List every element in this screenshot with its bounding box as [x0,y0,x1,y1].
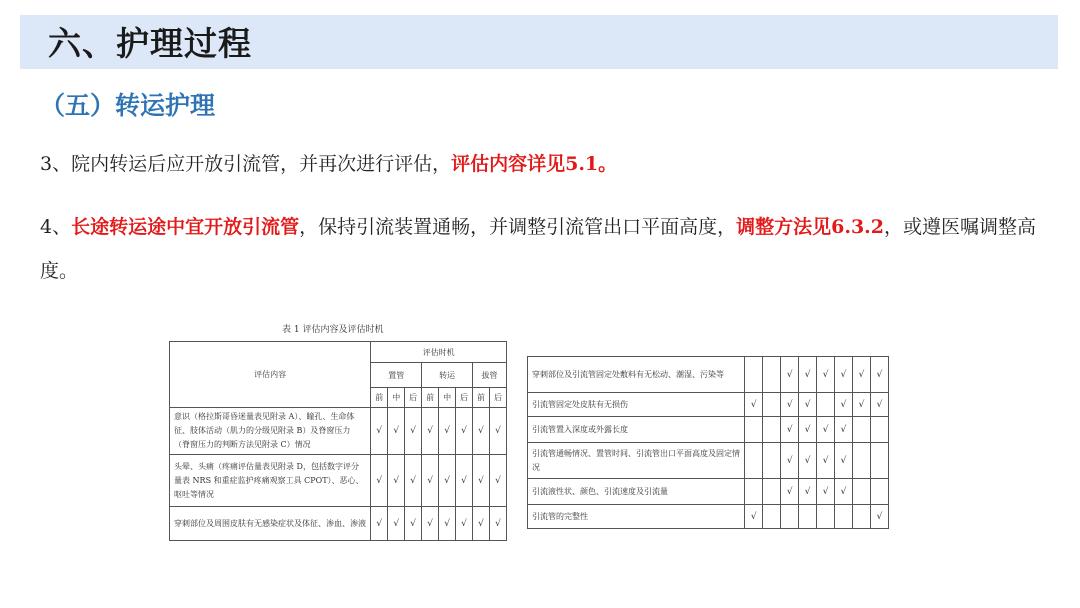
empty-cell [870,479,888,505]
sub-header: 后 [405,388,422,408]
check-mark-cell: √ [781,443,799,479]
table-row [528,505,889,529]
paragraph-4-text: ，保持引流装置通畅，并调整引流管出口平面高度， [299,216,737,238]
row-label: 头晕、头痛（疼痛评估量表见附录 D，包括数字评分量表 NRS 和重症监护疼痛观察工具 CPOT）、恶心、呕吐等情况 [170,455,371,507]
section-subtitle: （五）转运护理 [40,91,216,120]
check-mark-cell: √ [817,479,835,505]
empty-cell [781,505,799,529]
table-row [528,417,889,443]
table-row [528,357,889,393]
check-mark-cell: √ [870,393,888,417]
empty-cell [817,393,835,417]
check-mark-cell: √ [745,393,763,417]
check-mark-cell: √ [835,393,853,417]
check-mark-cell: √ [473,408,490,455]
check-mark-cell: √ [371,408,388,455]
table-row [528,443,889,479]
empty-cell [835,505,853,529]
group-header: 拔管 [473,363,507,388]
sub-header: 前 [473,388,490,408]
check-mark-cell: √ [817,417,835,443]
empty-cell [763,393,781,417]
table-row [170,408,507,455]
assessment-table-right [527,356,889,529]
page-title: 六、护理过程 [48,24,252,63]
paragraph-4-suffix: ，或遵医嘱调整高度。 [40,216,1037,282]
row-label: 意识（格拉斯哥昏迷量表见附录 A）、瞳孔、生命体征、肢体活动（肌力的分级见附录 B）及脊窗压力（脊窗压力的判断方法见附录 C）情况 [170,408,371,455]
empty-cell [870,443,888,479]
sub-header: 前 [371,388,388,408]
check-mark-cell: √ [870,357,888,393]
table-body [170,408,507,541]
check-mark-cell: √ [835,357,853,393]
row-label: 引流液性状、颜色、引流速度及引流量 [528,479,745,505]
paragraph-4-number: 4、 [40,216,72,238]
empty-cell [853,505,871,529]
check-mark-cell: √ [371,507,388,541]
table-row [528,393,889,417]
check-mark-cell: √ [405,408,422,455]
check-mark-cell: √ [371,455,388,507]
check-mark-cell: √ [870,505,888,529]
table-caption: 表 1 评估内容及评估时机 [282,325,384,335]
check-mark-cell: √ [473,455,490,507]
check-mark-cell: √ [799,417,817,443]
check-mark-cell: √ [422,408,439,455]
row-label: 引流管置入深度或外露长度 [528,417,745,443]
check-mark-cell: √ [835,417,853,443]
empty-cell [745,357,763,393]
check-mark-cell: √ [405,455,422,507]
check-mark-cell: √ [817,443,835,479]
check-mark-cell: √ [456,455,473,507]
empty-cell [763,417,781,443]
table-row [170,455,507,507]
header-assessment-timing: 评估时机 [371,342,507,363]
row-label: 引流管固定处皮肤有无损伤 [528,393,745,417]
check-mark-cell: √ [422,455,439,507]
check-mark-cell: √ [422,507,439,541]
check-mark-cell: √ [388,455,405,507]
sub-header: 后 [456,388,473,408]
check-mark-cell: √ [439,455,456,507]
sub-header: 后 [489,388,506,408]
sub-header: 中 [388,388,405,408]
empty-cell [745,479,763,505]
empty-cell [745,417,763,443]
check-mark-cell: √ [489,408,506,455]
check-mark-cell: √ [781,393,799,417]
empty-cell [853,417,871,443]
row-label: 引流管的完整性 [528,505,745,529]
check-mark-cell: √ [439,408,456,455]
table-row [528,479,889,505]
check-mark-cell: √ [835,443,853,479]
empty-cell [853,443,871,479]
check-mark-cell: √ [781,417,799,443]
paragraph-3 [40,151,1040,178]
check-mark-cell: √ [388,507,405,541]
check-mark-cell: √ [456,507,473,541]
check-mark-cell: √ [799,357,817,393]
group-header: 转运 [422,363,473,388]
empty-cell [870,417,888,443]
row-label: 穿刺部位及引流管固定处敷料有无松动、潮湿、污染等 [528,357,745,393]
check-mark-cell: √ [388,408,405,455]
check-mark-cell: √ [835,479,853,505]
check-mark-cell: √ [799,393,817,417]
paragraph-3-text: 3、院内转运后应开放引流管，并再次进行评估， [40,153,452,175]
paragraph-4 [40,205,1040,293]
empty-cell [763,479,781,505]
table-body [528,357,889,529]
assessment-table-left [169,341,507,541]
check-mark-cell: √ [473,507,490,541]
sub-header: 前 [422,388,439,408]
check-mark-cell: √ [439,507,456,541]
check-mark-cell: √ [489,455,506,507]
table-row [170,507,507,541]
row-label: 穿刺部位及周围皮肤有无感染症状及体征、渗血、渗液 [170,507,371,541]
check-mark-cell: √ [799,443,817,479]
check-mark-cell: √ [799,479,817,505]
empty-cell [799,505,817,529]
check-mark-cell: √ [489,507,506,541]
check-mark-cell: √ [853,357,871,393]
check-mark-cell: √ [405,507,422,541]
empty-cell [745,443,763,479]
empty-cell [817,505,835,529]
empty-cell [763,443,781,479]
check-mark-cell: √ [781,479,799,505]
row-label: 引流管通畅情况、置管时间、引流管出口平面高度及固定情况 [528,443,745,479]
empty-cell [763,505,781,529]
sub-header: 中 [439,388,456,408]
check-mark-cell: √ [853,393,871,417]
group-header: 置管 [371,363,422,388]
paragraph-4-highlight-2: 调整方法见6.3.2 [736,216,885,238]
header-assessment-content: 评估内容 [170,342,371,408]
check-mark-cell: √ [817,357,835,393]
empty-cell [763,357,781,393]
empty-cell [853,479,871,505]
check-mark-cell: √ [456,408,473,455]
check-mark-cell: √ [745,505,763,529]
check-mark-cell: √ [781,357,799,393]
paragraph-3-highlight: 评估内容详见5.1。 [451,153,618,175]
paragraph-4-highlight-1: 长途转运途中宜开放引流管 [71,216,300,238]
